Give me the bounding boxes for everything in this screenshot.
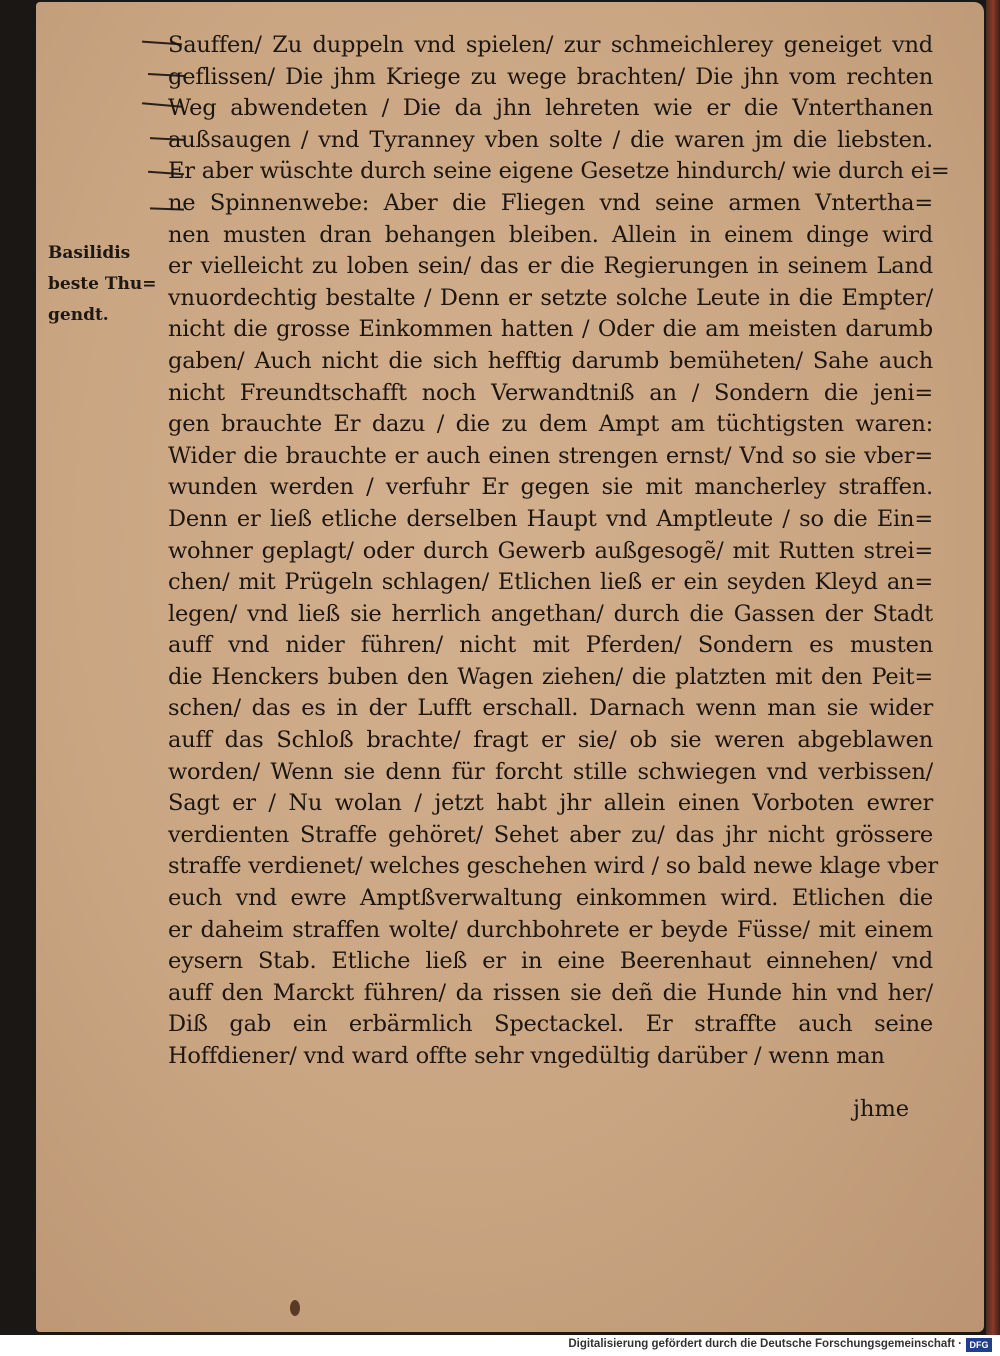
text-line: euch vnd ewre Amptßverwaltung einkommen wird. Etlichen die xyxy=(168,885,933,912)
text-line: nicht die grosse Einkommen hatten / Oder die am meisten darumb xyxy=(168,316,933,343)
text-line: gen brauchte Er dazu / die zu dem Ampt am tüchtigsten waren: xyxy=(168,411,933,438)
text-line: schen/ das es in der Lufft erschall. Darnach wenn man sie wider xyxy=(168,695,933,722)
text-line: die Henckers buben den Wagen ziehen/ die platzten mit den Peit= xyxy=(168,663,933,690)
text-line: verdienten Straffe gehöret/ Sehet aber zu/ das jhr nicht grössere xyxy=(168,821,933,848)
text-line: Wider die brauchte er auch einen strengen ernst/ Vnd so sie vber= xyxy=(168,442,933,469)
text-line: er vielleicht zu loben sein/ das er die Regierungen in seinem Land xyxy=(168,253,933,280)
marginal-note-line: gendt. xyxy=(48,305,109,325)
text-line: Sauffen/ Zu duppeln vnd spielen/ zur schmeichlerey geneiget vnd xyxy=(168,32,933,58)
text-line: gaben/ Auch nicht die sich hefftig darumb bemüheten/ Sahe auch xyxy=(168,347,933,374)
text-line: Hoffdiener/ vnd ward offte sehr vngedültig darüber / wenn man xyxy=(168,1043,885,1069)
catchword: jhme xyxy=(853,1096,910,1122)
marginal-note-line: beste Thu= xyxy=(48,274,157,294)
text-line: straffe verdienet/ welches geschehen wird / so bald newe klage vber xyxy=(168,853,938,880)
dfg-logo-icon: DFG xyxy=(966,1338,992,1352)
text-line: Denn er ließ etliche derselben Haupt vnd Amptleute / so die Ein= xyxy=(168,505,933,532)
ink-blot xyxy=(290,1300,300,1316)
marginal-note-line: Basilidis xyxy=(48,243,131,263)
text-line: er daheim straffen wolte/ durchbohrete er beyde Füsse/ mit einem xyxy=(168,916,933,943)
binding-edge xyxy=(986,0,1000,1335)
text-line: nen musten dran behangen bleiben. Allein in einem dinge wird xyxy=(168,221,933,248)
text-line: außsaugen / vnd Tyranney vben solte / die waren jm die liebsten. xyxy=(168,126,933,153)
footer-bar xyxy=(0,1335,1000,1356)
text-line: Sagt er / Nu wolan / jetzt habt jhr allein einen Vorboten ewrer xyxy=(168,790,933,817)
text-line: legen/ vnd ließ sie herrlich angethan/ durch die Gassen der Stadt xyxy=(168,600,933,627)
body-text xyxy=(168,30,950,1073)
text-line: wunden werden / verfuhr Er gegen sie mit mancherley straffen. xyxy=(168,474,933,501)
funding-notice: Digitalisierung gefördert durch die Deutsche Forschungsgemeinschaft · xyxy=(568,1338,962,1350)
text-line: eysern Stab. Etliche ließ er in eine Beerenhaut einnehen/ vnd xyxy=(168,948,933,975)
text-line: chen/ mit Prügeln schlagen/ Etlichen ließ er ein seyden Kleyd an= xyxy=(168,569,933,596)
text-line: auff das Schloß brachte/ fragt er sie/ ob sie weren abgeblawen xyxy=(168,727,933,754)
marginal-note xyxy=(48,238,178,331)
text-line: auff den Marckt führen/ da rissen sie deñ die Hunde hin vnd her/ xyxy=(168,979,933,1006)
text-line: nicht Freundtschafft noch Verwandtniß an / Sondern die jeni= xyxy=(168,379,933,406)
text-line: auff vnd nider führen/ nicht mit Pferden/ Sondern es musten xyxy=(168,632,933,659)
text-line: ne Spinnenwebe: Aber die Fliegen vnd seine armen Vntertha= xyxy=(168,189,933,216)
text-line: geflissen/ Die jhm Kriege zu wege brachten/ Die jhn vom rechten xyxy=(168,63,933,90)
text-line: Weg abwendeten / Die da jhn lehreten wie er die Vnterthanen xyxy=(168,95,933,122)
text-line: wohner geplagt/ oder durch Gewerb außgesogẽ/ mit Rutten strei= xyxy=(168,537,933,564)
text-line: Er aber wüschte durch seine eigene Gesetze hindurch/ wie durch ei= xyxy=(168,158,950,185)
text-line: worden/ Wenn sie denn für forcht stille schwiegen vnd verbissen/ xyxy=(168,758,933,785)
text-line: Diß gab ein erbärmlich Spectackel. Er straffte auch seine xyxy=(168,1011,933,1038)
text-line: vnuordechtig bestalte / Denn er setzte solche Leute in die Empter/ xyxy=(168,284,933,311)
